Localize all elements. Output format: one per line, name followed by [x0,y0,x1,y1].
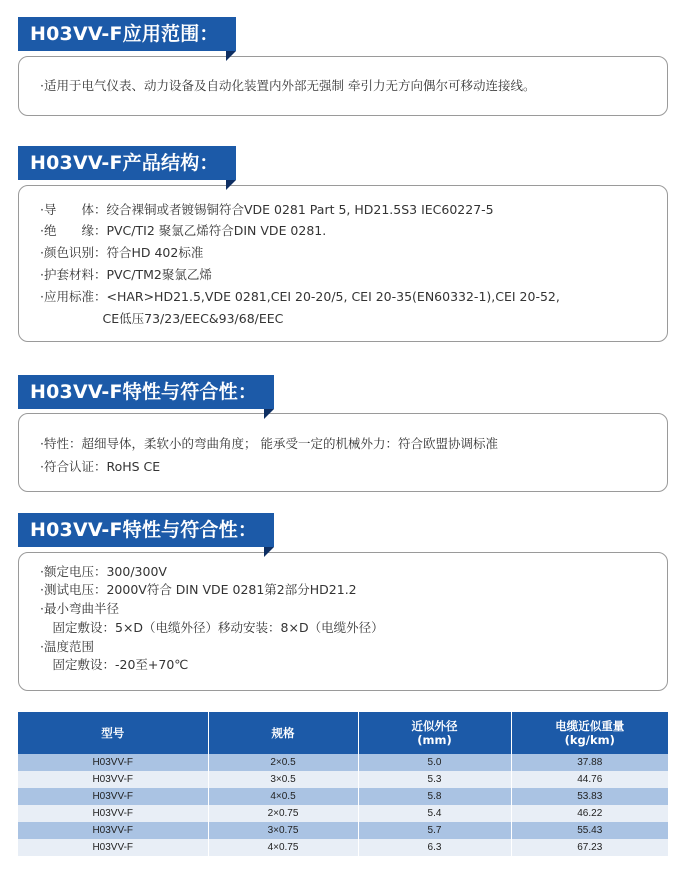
table-row [18,839,668,856]
section-line: ·最小弯曲半径 [40,601,119,616]
cell-diameter: 5.8 [358,788,511,805]
section-title: H03VV-F特性与符合性： [18,513,274,547]
section-line: ·额定电压：300/300V [40,564,167,579]
cell-spec: 3×0.75 [208,822,358,839]
cell-model: H03VV-F [18,788,208,805]
cell-spec: 2×0.5 [208,754,358,771]
cell-diameter: 6.3 [358,839,511,856]
section-line: ·特性：超细导体，柔软小的弯曲角度； 能承受一定的机械外力：符合欧盟协调标准 [40,436,498,451]
section-line: ·颜色识别：符合HD 402标准 [40,245,204,260]
table-row [18,754,668,771]
cell-model: H03VV-F [18,754,208,771]
table-row [18,788,668,805]
section-line: ·符合认证：RoHS CE [40,459,161,474]
section-line: ·护套材料：PVC/TM2聚氯乙烯 [40,267,212,282]
section-line: ·测试电压：2000V符合 DIN VDE 0281第2部分HD21.2 [40,582,357,597]
cell-spec: 3×0.5 [208,771,358,788]
tab-fold [226,180,236,190]
cell-diameter: 5.4 [358,805,511,822]
cell-spec: 4×0.5 [208,788,358,805]
cell-diameter: 5.7 [358,822,511,839]
cell-weight: 67.23 [511,839,668,856]
header-spec: 规格 [208,712,358,754]
section-line: 固定敷设：5×D（电缆外径）移动安装：8×D（电缆外径） [40,620,384,635]
cell-model: H03VV-F [18,839,208,856]
section-line: ·应用标准：<HAR>HD21.5,VDE 0281,CEI 20-20/5, CEI 20-35(EN60332-1),CEI 20-52, [40,289,560,304]
cell-weight: 46.22 [511,805,668,822]
section-line: ·导 体：绞合裸铜或者镀锡铜符合VDE 0281 Part 5, HD21.5S3 IEC60227-5 [40,202,494,217]
header-model: 型号 [18,712,208,754]
tab-fold [226,51,236,61]
table-header-row [18,712,668,754]
header-diameter: 近似外径 (mm) [358,712,511,754]
section-title: H03VV-F产品结构： [18,146,236,180]
tab-fold [264,409,274,419]
section-line: 固定敷设：-20至+70℃ [40,657,189,672]
header-weight: 电缆近似重量 (kg/km) [511,712,668,754]
cell-model: H03VV-F [18,771,208,788]
table-row [18,822,668,839]
table-row [18,771,668,788]
cell-model: H03VV-F [18,805,208,822]
section-title: H03VV-F应用范围： [18,17,236,51]
section-line: CE低压73/23/EEC&93/68/EEC [40,311,284,326]
cell-spec: 4×0.75 [208,839,358,856]
section-title: H03VV-F特性与符合性： [18,375,274,409]
tab-fold [264,547,274,557]
cell-model: H03VV-F [18,822,208,839]
cell-weight: 53.83 [511,788,668,805]
section-line: ·绝 缘：PVC/TI2 聚氯乙烯符合DIN VDE 0281. [40,223,327,238]
cell-weight: 37.88 [511,754,668,771]
cell-diameter: 5.0 [358,754,511,771]
cell-weight: 55.43 [511,822,668,839]
section-line: ·温度范围 [40,639,94,654]
cell-spec: 2×0.75 [208,805,358,822]
cell-diameter: 5.3 [358,771,511,788]
section-line: ·适用于电气仪表、动力设备及自动化装置内外部无强制 牵引力无方向偶尔可移动连接线。 [40,78,536,93]
spec-table [18,712,668,856]
table-row [18,805,668,822]
cell-weight: 44.76 [511,771,668,788]
